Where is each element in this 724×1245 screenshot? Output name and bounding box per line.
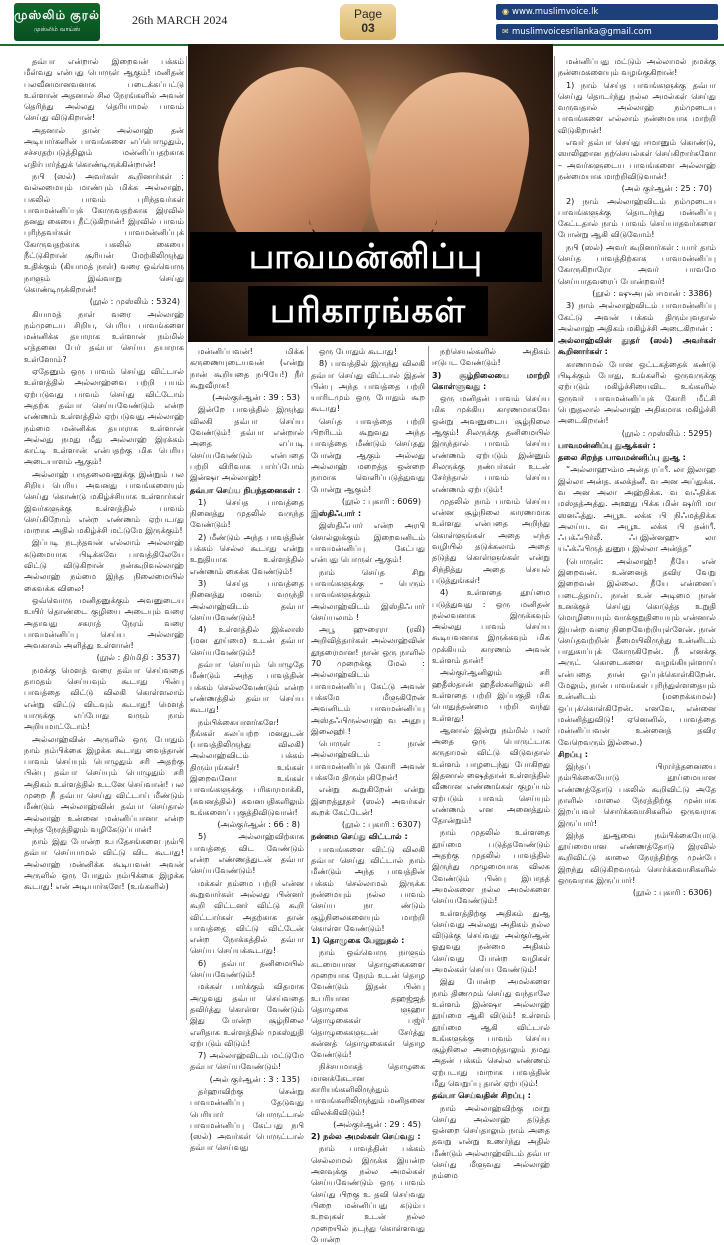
- paragraph: (நூல் : முஸ்லிம் : 5324): [89, 296, 180, 307]
- paragraph: பாவமன்னிப்பு துஆக்கள் :: [558, 439, 656, 450]
- website-text: www.muslimvoice.lk: [512, 7, 599, 17]
- paragraph: (அல்குர்ஆன் : 29 : 45): [333, 1118, 421, 1129]
- paragraph: நாம் முதலில் உள்ளதை தூய்மை படுத்தவேண்டும் அதற்கு முதலில் பாவத்தில் இருந்து முழுமையாக விலக வேண்டும் பின்பு இபாதத் அமல்களை நல்ல அமல்களை செய்யவேண்டும்!: [432, 827, 550, 906]
- paragraph: இஸ்திஃபார் என்ற அரபி சொல்லுக்கும் இறைவனிடம் பாவமன்னிப்பு கேட்பது என்பது பொருள் ஆகும்!: [311, 520, 425, 565]
- paragraph: (அல் குர்ஆன் : 3 : 135): [209, 1073, 300, 1084]
- paragraph: 4) உள்ளதை தூய்மை படுத்துவது : ஒரு மனிதன் நல்லவனாக இருக்கவும் அல்லது பாவம் செய்ய கூடியவனாக இருக்கவும் மிக முக்கியம் காரணம் அவன் உள்ளம் தான்!: [432, 587, 550, 666]
- paragraph: (அல் குர்ஆன் : 25 : 70): [621, 183, 712, 194]
- paragraph: தர்ஹாவிற்கு சென்று பாவமன்னிப்பு தேடுவது பெரியார் பொருட்டால் பாவமன்னிப்பு கேட்பது நபி (ஸல்) அவர்கள் பொருட்டால் தவ்பா செய்வது: [190, 1086, 304, 1153]
- paragraph: உள்ளத்திற்கு அதிகம் துஆ செய்வது அல்லது அதிகம் நல்ல விடுக்கு செய்வது அல்குர்ஆன் ஓதுவது நன்மை அதிகம் செய்வது போன்ற வழிகள் அமல்கள் செய்ய வேண்டும்!: [432, 907, 550, 975]
- paragraph: சிறப்பு :: [558, 748, 588, 759]
- paragraph: மன்னிப்பவன்! மிக்க கருணையுடையவன் (என்று நான் கூறியதை நபியே!) நீர் கூறுவீராக!: [190, 346, 304, 390]
- page-header: [0, 0, 724, 46]
- headline: [190, 232, 542, 342]
- paragraph: இஸ்திஃபார் :: [311, 508, 362, 519]
- column-divider: [186, 56, 187, 1020]
- paragraph: காணாமல் போன ஒட்டகத்தைக் கண்டு பிடிக்கும் போது, உங்களில் ஒருவருக்கு ஏற்படும் மகிழ்ச்சியைவிட உங்களில் ஒருவர் பாவமன்னிப்புக் கோரி மீட்சி பெறுதலால் அல்லாஹ் அதிகமாக மகிழ்ச்சி அடைகிறான்!: [558, 358, 716, 426]
- page-label: Page: [353, 7, 383, 21]
- paragraph: 3) நாம் அல்லாஹ்விடம் பாவமன்னிப்பு கேட்டு அவன் பக்கம் திரும்புவதால் அல்லாஹ் அதிகம் மகிழ்ச்சி அடைகிறான் :: [558, 300, 716, 333]
- paragraph: 5) அல்லாஹ்விற்காக பாவத்தை விட வேண்டும் என்ற எண்ணத்துடன் தவ்பா செய்யவேண்டும்!: [190, 831, 304, 876]
- paragraph: 1) நாம் செய்த பாவங்களுக்கு தவ்பா செய்து தொடர்ந்து நல்ல அமல்கள் செய்து வருவதால் அல்லாஹ் நம்முடைய பாவங்களை எல்லாம் நன்மையாக மாற்றி விடுகிறான்!: [558, 79, 716, 135]
- paragraph: (அல்குர்ஆன் : 66 : 8): [217, 819, 300, 830]
- paragraph: தவ்பா செய்வதின் சிறப்பு :: [432, 1090, 531, 1101]
- paragraph: அல்லாஹ்வின் அருளில் ஒரு போதும் நாம் நம்பிக்கை இழக்க கூடாது வைத்தான் பாவம் செய்யும் பொழுதும் சரி அதற்கு பின்பு தவ்பா செய்யும் பொழுதும் சரி அதிகம் உள்ளத்தில் உடனே செய்வான்! பல முறை நீ தவ்பா செய்து விட்டாய் மீண்டும் மீண்டும் அல்லாஹ்வின் தவ்பா செய்தால் அல்லாஹ் உன்னை மன்னிப்பானா என்ற அந்த நேரத்திலும் வழிகேடுப்பான்!: [24, 733, 184, 834]
- paragraph: இது போன்ற அமல்களை நாம் திணமும் செய்து வந்தாலே உள்ளம் இன்ஷா அல்லாஹ் தூய்மை ஆகி விடும்! உள்ளம் தூய்மை ஆகி விட்டால் உங்களுக்கு பாவம் செய்ய சூழ்நிலை அமைந்தாலும் நமது அதன் பக்கம் செல்ல எண்ணம் ஏற்படாது மாறாக பாவத்தின் மீது வெறுப்பு தான் ஏற்படும்!: [432, 976, 550, 1088]
- contact-links: [496, 4, 718, 44]
- paragraph: மக்கள் நம்மை பற்றி என்ன கூறுவார்கள் அல்லது பின்னர் கூறி விட்டனர் விட்டு கூறி விட்டார்கள் அதற்காக தான் பாவத்தை விட்டு விட்டேன் என்ற நோக்கத்தில் தவ்பா செய்ய செய்யக்கூடாது!: [190, 877, 304, 956]
- paragraph: அல்குர்ஆனிலும் சரி ஹதீஸ்தான் ஹதீஸ்களிலும் சரி உள்ளதை பற்றி இப்பகுதி மிக பொதுத்தன்மை பற்றி வந்து உள்ளது!: [432, 667, 550, 723]
- paragraph: இந்தப் பிரார்த்தனையை நம்பிக்கையோடு தூய்மையான எண்ணத்தோடு பகலில் கூறிவிட்டு அதே நாளில் மாலை நேரத்திற்கு முன்பாக இறப்பவர் சொர்க்கவாசிகளில் ஒருவராக இருப்பார்!: [558, 761, 716, 828]
- column-divider: [428, 346, 429, 1020]
- masthead-logo: [14, 3, 100, 41]
- page-number: 03: [361, 21, 375, 35]
- logo-text: முஸ்லிம் குரல்: [14, 8, 100, 22]
- paragraph: அதனால் தான் அல்லாஹ் தன் அடியார்களின் பாவங்களை எப்பொழுதும், சச்சரதற்படுத்திலும் மன்னிப்பதற்காக எதிர்பார்த்துக் கொண்டிருக்கின்றான்!: [24, 124, 184, 169]
- paragraph: நாம் அல்லாஹ்விற்கு மாறு செய்து அல்லாஹ் தடுத்த ஒன்றை செய்தாலும் நாம் அதை தவறு என்று உணர்ந்து அதில் மீண்டும் அல்லாஹ்விடம் தவ்பா செய்து மீளுவது அல்லாஹ் நம்மை: [432, 1102, 550, 1181]
- paragraph: நன்மை செய்து விட்டால் :: [311, 831, 408, 842]
- column-1: [24, 56, 184, 1020]
- paragraph: செய்த பாவத்தை பற்றி பிறரிடம் கூறுவது அந்த பாவத்தை மீண்டும் செய்தது போன்று ஆகும் அல்லது அல்லாஹ் மறைத்த ஒன்றை நாமாக வெளிப்படுத்துவது போன்று ஆகும்!: [311, 415, 425, 494]
- globe-icon: ◉: [502, 7, 509, 16]
- column-6: [558, 56, 716, 1020]
- paragraph: 1) தொழுகை பேணுதல் :: [311, 935, 405, 946]
- paragraph: ஒரு மனிதன் பாவம் செய்ய மிக முக்கிய காரணமாகவே ஒன்று அவனுடைய சூழ்நிலை ஆகும்! சிலருக்கு தனிமையில் இருந்தால் பாவம் செய்ய எண்ணம் ஏற்படும் இன்னும் சிலருக்கு நண்பர்கள் உடன் சேர்ந்தால் பாவம் செய்ய எண்ணம் ஏற்படும்!: [432, 393, 550, 494]
- paragraph: இந்த துஆவை நம்பிக்கையோடு தூய்மையான எண்ணத்தோடு இரவில் கூறிவிட்டு காலை நேரத்திற்கு முன்பே இறந்து விடுகிறவரும் சொர்க்கவாசிகளில் ஒருவராக இருப்பார்!: [558, 829, 716, 886]
- paragraph: பாவங்களை விட்டு விலகி தவ்பா செய்து விட்டால் நாம் மீண்டும் அந்த பாவத்தின் பக்கம் செல்லாமல் இருக்க நன்மையும் நல்ல பாவம் செய்ய நா ண்டும் சூழ்நிலைகளையும் மாற்றி கொள்ள வேண்டும்!: [311, 843, 425, 933]
- paragraph: எவர் தவ்பா செய்து ஈமானும் கொண்டு, ஸாலிஹான நற்செயல்கள் செய்கிறார்களோ – அவர்களுடைய பாவங்களை அல்லாஹ் நன்மையாக மாற்றிவிடுவான்!: [558, 137, 716, 181]
- paragraph: (நூல் : திர்மிதி : 3537): [96, 652, 180, 663]
- paragraph: 3) சூழ்நிலையை மாற்றி கொள்ளுவது :: [432, 369, 550, 391]
- paragraph: 1) செய்த பாவத்தை நினைத்து முதலில் வருந்த வேண்டும்!: [190, 496, 304, 530]
- paragraph: நமக்கு மௌத் வரை தவ்பா செய்வதை தாமதம் செய்யவும் கூடாது பின்பு பாவத்தை விட்டு விலகி கொள்ளலாம் என்று விட்டு விடவும் கூடாது! மௌத் யாருக்கு எப்போது வரும் நாம் அறியமாட்டோம்!: [24, 664, 184, 732]
- paragraph: ஒரு போதும் கூடாது!: [319, 346, 398, 356]
- email-text: muslimvoicesrilanka@gmail.com: [512, 27, 652, 37]
- paragraph: இன்றே பாவத்தில் இருந்து விலகி தவ்பா செய்ய வேண்டும்! தவ்பா என்றால் அதை எப்படி செய்யவேண்டும் என்பதை பற்றி விரிவாக பார்ப்போம் இன்ஷா அல்லாஹ்!: [190, 404, 304, 483]
- headline-line-2: பரிகாரங்கள்: [248, 286, 488, 336]
- email-link[interactable]: [496, 24, 718, 40]
- mail-icon: ✉: [502, 27, 509, 36]
- paragraph: நபி (ஸல்) அவர்கள் கூறினார்கள் : வல்லமையும் மாண்பும் மிக்க அல்லாஹ், பகலில் பாவம் புரிந்தவர்கள் பாவமன்னிப்புக் கோருவதற்காக இரவில் தனது கையை நீட்டுகிறான்! இரவில் பாவம் புரிந்தவர்கள் பாவமன்னிப்புக் கோருவதற்காக பகலில் கையை நீட்டுகிறான் சூரியன் மேற்கிலிருந்து உதிக்கும் (கியாமத் நாள்) வரை ஒவ்வொரு நாளும் இவ்வாறு செய்து கொண்டிருக்கிறான்!: [24, 170, 184, 294]
- paragraph: மன்னிப்பது மட்டும் அல்லாமல் நமக்கு நன்மைகளையும் வழங்குகிறான்!: [558, 56, 716, 78]
- headline-line-1: பாவமன்னிப்பு: [190, 232, 542, 282]
- paragraph: 6) தவ்பா தனிமையில் செய்யவேண்டும்!: [190, 957, 304, 980]
- column-divider: [554, 56, 555, 1020]
- paragraph: 2) நாம் அல்லாஹ்விடம் நம்முடைய பாவங்களுக்கு தொடர்ந்து மன்னிப்பு கேட்டதால் நாம் பாவம் செய்யாதவர்களை போன்று ஆகி விடுவோம்!: [558, 195, 716, 240]
- paragraph: (நூல் : புகாரி : 6069): [341, 495, 421, 506]
- paragraph: இப்படி நடந்தவன் எல்லாம் அல்லாஹ் கடுமையாக பிடிக்கவே பாவத்திலேயே விட்டு விடுகிறான் நன்கூறிவல்லாஹ் அல்லாஹ் நம்மை இந்த நிலைமையில் கைவக்க விலை!: [24, 537, 184, 593]
- paragraph: 2) நல்ல அமல்கள் செய்வது :: [311, 1131, 421, 1142]
- paragraph: தவ்பா என்றால் இறைவன் பக்கம் மீள்வது என்பது பொருள் ஆகும்! மனிதன் பலவீனமானவனாக படைக்கப்பட்டு உள்ளான் அதனால் சில நேரங்களில் அவன் தெரிந்து அல்லது தெரியாமல் பாவம் செய்து விடுகிறான்!: [24, 56, 184, 123]
- paragraph: பொருள் : நான் அல்லாஹ்விடம் பாவமன்னிப்புக் கோரி அவன் பக்கமே திரும்புகிறேன்!: [311, 738, 425, 782]
- paragraph: 7) அல்லாஹ்விடம் மட்டுமே தவ்பா செய்யவேண்டும்!: [190, 1050, 304, 1072]
- paragraph: (நூல் : புகாரி : 6307): [341, 819, 421, 830]
- column-4: [311, 346, 425, 1244]
- paragraph: “அல்லாஹும்ம அன்த ரப்பீ. லா இலாஹ இல்லா அன்த. கலக்த்னீ. வ அன அப்துக்க. வ அன அலா அஹ்திக்க. வ வஃதிக்க மஸ்தத்அத்து. அஊது பிக்க மின் ஷர்ரி மா ஸனஃத்து. அபூஉ லக்க பி நிஃமத்திக்க அலய்ய. வ அபூஉ லக்க பி தன்பீ. ஃபக்ஃபிர்லீ. ஃபஇன்னஹு லா யஃக்ஃபிருத் துனூப இல்லா அன்த்த”: [558, 464, 716, 554]
- paragraph: நாம் இது போன்ற உபதேசங்களை நம்பி தவ்பா செய்யாமல் விட்டு விட கூடாது! அல்லாஹ் மன்னிக்க கூடியவன் அவன் அருளில் ஒரு போதும் நம்பிக்கை இழக்க கூடாது! என் அடியார்களே! (உங்களில்): [24, 836, 184, 892]
- paragraph: 4) உள்ளத்தில் இக்லாஸ் (மன தூய்மை) உடன் தவ்பா செய்யவேண்டும்!: [190, 624, 304, 657]
- paragraph: ஒவ்வொரு மனிதனுக்கும் அவனுடைய உயிர் தொண்டை குழியை அடையும் வரை அதாவது சகராத் நேரம் வரை பாவமன்னிப்பு செய்ய அல்லாஹ் அவகாசம் அளித்து உள்ளான்!: [24, 594, 184, 651]
- logo-sub: முஸ்லிம் வாய்ஸ்: [33, 26, 81, 33]
- paragraph: மக்கள் பார்க்கும் விதமாக அழுவது தவ்பா செய்வதை தவிர்த்து கொள்ள வேண்டும் இது போன்ற சூழ்நிலை எளிதாக உள்ளத்தில் முகஸ்துதி ஏற்படும் விடும்!: [190, 981, 304, 1048]
- paragraph: என்று கூறுகிறேன் என்று இறைத்தூதர் (ஸல்) அவர்கள் கூறக் கேட்டேன்!: [311, 784, 425, 817]
- paragraph: 3) செய்த பாவத்தை நினைத்து மனம் வருந்தி அல்லாஹ்விடம் தவ்பா செய்யவேண்டும்!: [190, 577, 304, 622]
- paragraph: தவ்பா செய்யும் பொழுதே மீண்டும் அந்த பாவத்தின் பக்கம் செல்லவேண்டும் என்ற எண்ணத்தில் தவ்பா செய்ய கூடாது!: [190, 659, 304, 715]
- paragraph: ஆனால் இன்று நம்மில் பலர் அதை ஒரு பொருட்டாக கருதாமல் விட்டு விடுவதால் உள்ளம் பாழடைந்து போகிறது இதனால் ஷைத்தான் உள்ளத்தில் வீணான எண்ணங்கள் குழப்பம் ஏற்படும் பாவம் செய்யும் எண்ணம் என அனைத்தும் தோன்றும்!: [432, 724, 550, 826]
- paragraph: நம்பிக்கையாளர்களே! நீங்கள் கலப்பற்ற மனதுடன் (பாவத்திலிருந்து விலகி) அல்லாஹ்விடம் பக்கம் திரும்புங்கள்! உங்கள் இறைவனோ உங்கள் பாவங்களுக்கு பரிகாரமாக்கி, (சுவனத்தில்) சுவனபதிகளிலும் உங்களைப் புகுத்திவிடுவான்!: [190, 716, 304, 817]
- column-divider: [307, 346, 308, 1020]
- paragraph: நிச்சயமாகத் தொழுகை மானக்கேடான காரியங்களிலிருந்தும் பாவங்களிலிருந்தும் மனிதனை விலக்கிவிடும்!: [311, 1061, 425, 1117]
- page-number-box: [340, 4, 396, 40]
- paragraph: கியாமத் நாள் வரை அல்லாஹ் நம்முடைய சிறிய, பெரிய பாவங்களை மன்னிக்க தயாராக உள்ளான் நம்மில் எத்தனை பேர் தவ்பா செய்ய தயாராக உள்ளோம்?: [24, 308, 184, 364]
- paragraph: (பொருள்: அல்லாஹ்! நீயே என் இறைவன். உன்னைத் தவிர வேறு இறைவன் இல்லை. நீயே என்னைப் படைத்தாய். நான் உன் அடிமை நான் உனக்குச் செய்து கொடுத்த உறுதி மொழியையும் வாக்குறுதியையும் என்னால் இயன்ற வரை நிறைவேற்றியுள்ளேன். நான் செய்தவற்றின் தீமையிலிருந்து உன்னிடம் பாதுகாப்புக் கோருகிறேன். நீ எனக்கு அருட் கொடைகளை வழங்கியுள்ளாய் என்பதை நான் ஒப்புக்கொள்கிறேன். மேலும், நான் பாவங்கள் புரிந்துள்ளதையும் உன்னிடம் (மறைக்காமல்) ஒப்புக்கொள்கிறேன். எனவே, என்னை மன்னித்துவிடு! ஏனெனில், பாவத்தை மன்னிப்பவன் உன்னைத் தவிர வேறெவரும் இல்லை.): [558, 555, 716, 747]
- paragraph: நாம் செய்த சிறு பாவங்களுக்கு – பெரும் பாவங்களுக்கும் அல்லாஹ்விடம் இஸ்திஃபார் செய்யலாம் !: [311, 566, 425, 622]
- paragraph: நற்செயல்களில் அதிகம் ஈடுபட வேண்டும்!: [432, 346, 550, 368]
- paragraph: அபூ ஹுரைரா (ரலி) அறிவித்தார்கள் அல்லாஹ்வின் தூதரைமான! நான் ஒரு நாளில் 70 முறைக்கு மேல் : அல்லாஹ்விடம் பாவமன்னிப்பு கேட்டு அவன் பக்கமே மீளுகிறேன் அவனிடம் பாவமன்னிப்பு அஸ்தஃபிருல்லாஹ் வ அதூபு இலைஹி !: [311, 624, 425, 736]
- paragraph: (நூல் : முஸ்லிம் : 5295): [621, 427, 712, 438]
- paragraph: தலை சிறந்த பாவமன்னிப்பு துஆ :: [558, 452, 686, 463]
- website-link[interactable]: [496, 4, 718, 20]
- paragraph: முதலில் நாம் பாவம் செய்ய என்ன சூழ்நிலை காரணமாக உள்ளது என்பதை அறிந்து கொள்ளுங்கள் அதை எந்த வழியில் தடுக்கலாம் அதை தடுத்து கொள்ளுங்கள் என்று சிந்தித்து அதை செயல் படுத்துங்கள்!: [432, 495, 550, 585]
- paragraph: நபி (ஸல்) அவர் கூறினார்கள் : யார் தாம் செய்த பாவத்திற்காக பாவமன்னிப்பு கோருகிறாரோ அவர் பாவமே செய்யாதவரைப் போன்றவர்!: [558, 241, 716, 286]
- paragraph: (அல்குர்ஆன் : 39 : 53): [212, 392, 300, 403]
- column-5: [432, 346, 550, 1181]
- paragraph: அல்லாஹ் பருதலைவனுக்கு இன்றும் பல சிறிய பெரிய அவனது பாவங்களையும் செய்து கொண்டு மகிழ்ச்சியாக உள்ளார்கள் இவர்களுக்கு உள்ளத்தில் பாவம் செய்கிறோம் என்ற எண்ணம் ஏற்படாது மாறாக அதில் மகிழ்ச்சி மட்டுமே இருக்கும்!: [24, 468, 184, 536]
- issue-date: 26th MARCH 2024: [132, 13, 228, 27]
- paragraph: தவ்பா செய்ய நிபந்தனைகள் :: [190, 484, 301, 495]
- paragraph: (நூல் : புகாரி : 6306): [632, 887, 712, 898]
- paragraph: ஏதேனும் ஒரு பாவம் செய்து விட்டால் உள்ளத்தில் அல்லாஹ்வை பற்றி பயம் ஏற்படுவது பாவம் செய்து விட்டோம் அதற்க தவ்பா செய்யவேண்டும் என்ற எண்ணம் உள்ளத்தில் ஏற்படுவது அல்லாஹ் நம்மை மன்னிக்க தயாராக உள்ளான் அல்லது நமது மீது அல்லாஹ் இரக்கம் காட்டி உள்ளான் என்பதற்கு மிக பெரிய அடையாளம் ஆகும்!: [24, 366, 184, 467]
- paragraph: அல்லாஹ்வின் தூதர் (ஸல்) அவர்கள் கூறினார்கள் :: [558, 335, 716, 357]
- paragraph: (நூல் : ஷுஅபுல் ஈமான் : 3386): [592, 287, 712, 298]
- paragraph: 8) பாவத்தில் இருந்து விலகி தவ்பா செய்து விட்டால் இதன் பின்பு அந்த பாவத்தை பற்றி யாரிடமும் ஒரு போதும் கூற கூடாது!: [311, 358, 425, 414]
- paragraph: நாம் பாவத்தின் பக்கம் செல்லாமல் இருக்க இயன்ற அளவுக்கு நல்ல அமல்கள் செய்யவேண்டும் ஒரு பாவம் செய்து பிறகு உ தவி செய்வது பிறை மன்னிப்பது கடும்ப உறவுகள் உடன் நல்ல முறையில் நடந்து கொள்ளவது போன்ற: [311, 1143, 425, 1244]
- column-3: [190, 346, 304, 1153]
- paragraph: 2) மீண்டும் அந்த பாவத்தின் பக்கம் செல்ல கூடாது என்று உறுதியாக உள்ளத்தில் எண்ணம் கைக்க வேண்டும்!: [190, 531, 304, 576]
- paragraph: நாம் ஒவ்வொரு நாளும் கடமையான தொழுகைகளை முறையாக நேரம் உடன் தொழ வேண்டும் இதன் பின்பு உபரியான தஹஜ்ஜத் தொழுகை ளுஹா தொழுகைகள் பஜ்ர் தொழுகைகளுடன் சேர்த்து கன்னத் தொழுகைகள் தொழ வேண்டும்!: [311, 947, 425, 1060]
